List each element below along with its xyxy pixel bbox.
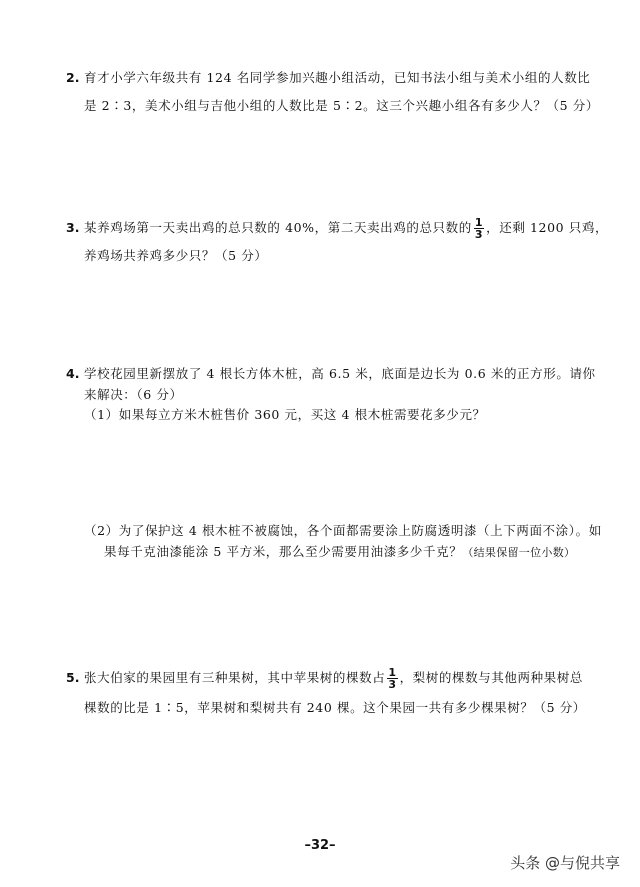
fraction-numerator: 1 <box>388 666 397 679</box>
problem-2-number: 2. <box>66 70 80 85</box>
problem-3-number: 3. <box>66 220 80 235</box>
problem-2-line-1: 育才小学六年级共有 124 名同学参加兴趣小组活动，已知书法小组与美术小组的人数比 <box>84 70 591 85</box>
problem-5-number: 5. <box>66 670 80 685</box>
problem-4-sub-2-line-1: （2）为了保护这 4 根木桩不被腐蚀，各个面都需要涂上防腐透明漆（上下两面不涂）。如 <box>84 523 602 538</box>
problem-3-line-1 <box>84 214 608 242</box>
problem-4-sub-2-text: 果每千克油漆能涂 5 平方米，那么至少需要用油漆多少千克？ <box>104 544 463 559</box>
fraction-denominator: 3 <box>388 678 397 691</box>
problem-4-sub-2-note: （结果保留一位小数） <box>462 546 576 559</box>
problem-3-fraction <box>474 217 484 240</box>
problem-4-sub-2-line-2 <box>104 544 575 561</box>
watermark: 头条 @与倪共享 <box>510 854 620 872</box>
problem-3-text-after: ，还剩 1200 只鸡， <box>486 220 609 235</box>
problem-4-line-1: 学校花园里新摆放了 4 根长方体木桩，高 6.5 米，底面是边长为 0.6 米的正方形。请你 <box>84 366 596 381</box>
problem-2-line-2: 是 2∶3，美术小组与吉他小组的人数比是 5∶2。这三个兴趣小组各有多少人？（5 分） <box>84 98 599 113</box>
problem-5-fraction <box>387 667 397 690</box>
problem-3-line-2: 养鸡场共养鸡多少只？（5 分） <box>84 248 268 263</box>
fraction-denominator: 3 <box>474 228 484 241</box>
problem-5-line-1 <box>84 664 583 692</box>
problem-3-text-before: 某养鸡场第一天卖出鸡的总只数的 40%，第二天卖出鸡的总只数的 <box>84 220 472 235</box>
problem-4-sub-1: （1）如果每立方米木桩售价 360 元，买这 4 根木桩需要花多少元？ <box>84 407 486 422</box>
page-number: –32– <box>304 838 336 853</box>
problem-5-text-before: 张大伯家的果园里有三种果树，其中苹果树的棵数占 <box>84 670 386 685</box>
fraction-numerator: 1 <box>474 216 484 229</box>
problem-4-line-2: 来解决：（6 分） <box>84 387 183 402</box>
problem-5-text-after: ，梨树的棵数与其他两种果树总 <box>399 670 583 685</box>
problem-5-line-2: 棵数的比是 1∶5，苹果树和梨树共有 240 棵。这个果园一共有多少棵果树？（5 分） <box>84 700 586 715</box>
problem-4-number: 4. <box>66 366 80 381</box>
